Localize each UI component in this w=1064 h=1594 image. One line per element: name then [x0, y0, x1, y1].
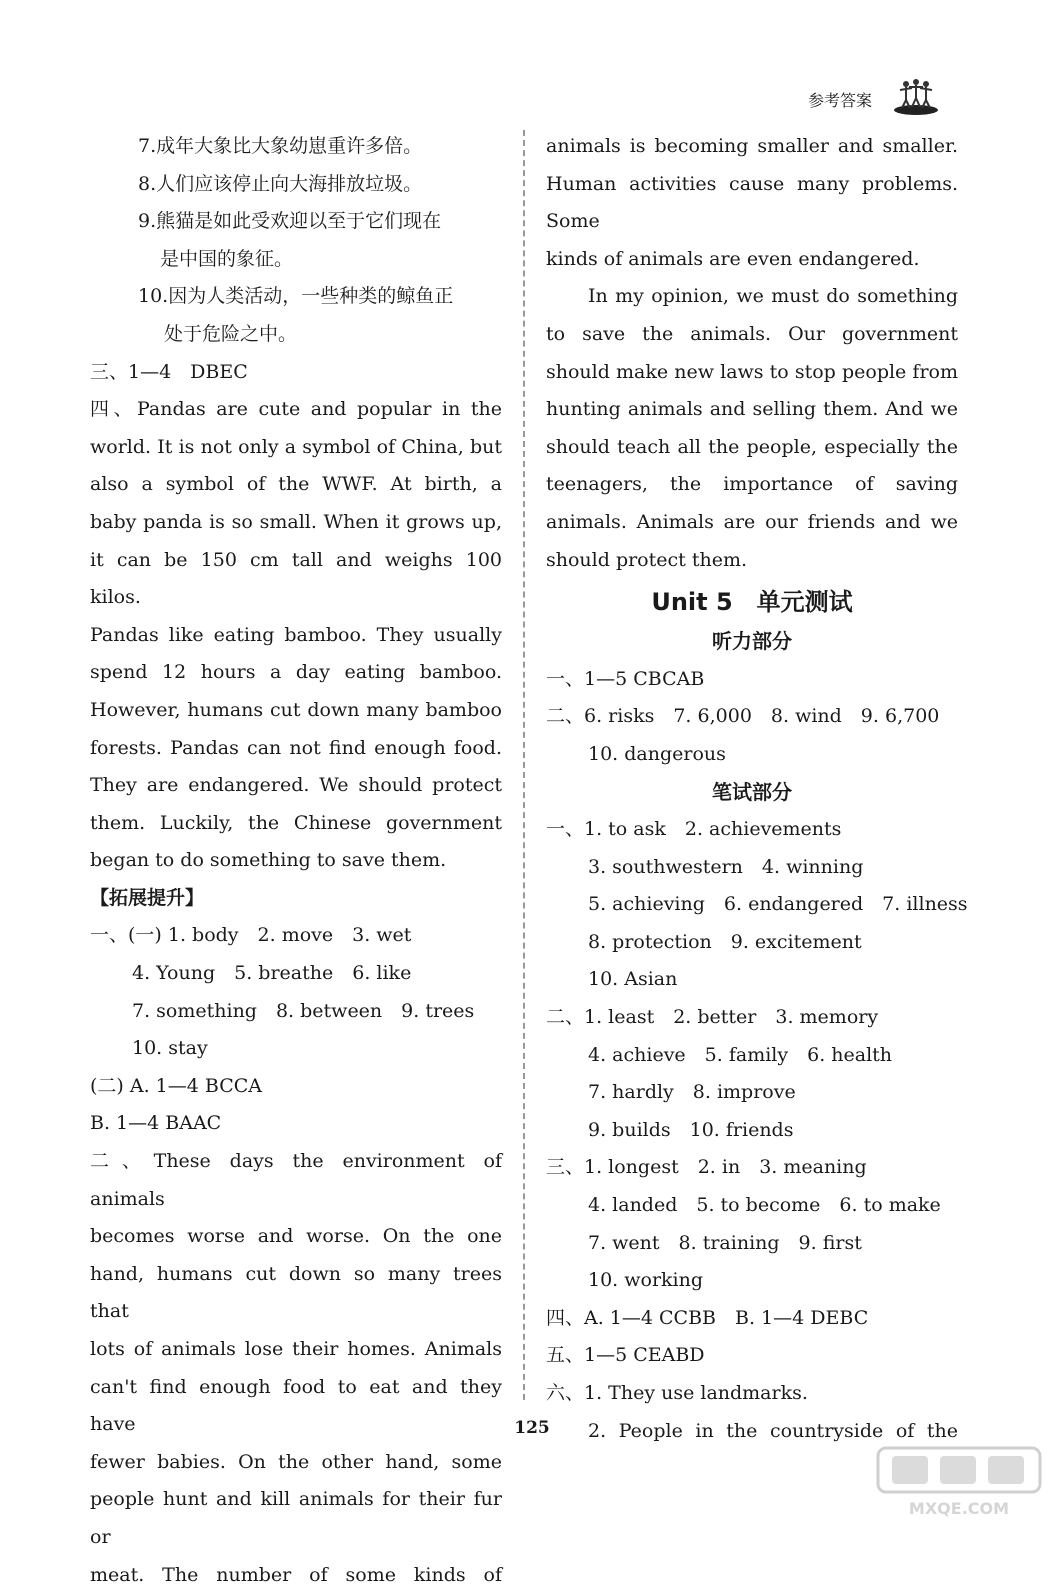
text-line: 4. Young 5. breathe 6. like [132, 962, 412, 985]
text-line: 五、1—5 CEABD [546, 1344, 705, 1367]
text-line: animals. Animals are our friends and we [546, 510, 958, 533]
text-line: to save the animals. Our government [546, 322, 958, 345]
text-line: They are endangered. We should protect [90, 774, 502, 797]
text-line: 4. landed 5. to become 6. to make [588, 1194, 941, 1217]
text-line: 7. went 8. training 9. first [588, 1231, 862, 1254]
text-line: also a symbol of the WWF. At birth, a [90, 473, 502, 496]
text-line: animals is becoming smaller and smaller. [546, 135, 958, 157]
text-line: 一、1. to ask 2. achievements [546, 818, 842, 841]
text-line: kinds of animals are even endangered. [546, 247, 920, 270]
text-line: (二) A. 1—4 BCCA [90, 1074, 262, 1097]
text-line: 听力部分 [712, 629, 792, 654]
text-line: 六、1. They use landmarks. [546, 1382, 808, 1404]
text-line: forests. Pandas can not find enough food. [90, 736, 502, 759]
text-line: hand, humans cut down so many trees that [90, 1262, 502, 1323]
text-line: 二、6. risks 7. 6,000 8. wind 9. 6,700 [546, 705, 940, 728]
text-line: 三、1. longest 2. in 3. meaning [546, 1156, 867, 1179]
text-line: 四、Pandas are cute and popular in the [90, 398, 502, 421]
text-line: 处于危险之中。 [164, 322, 298, 345]
header-label: 参考答案 [808, 91, 873, 110]
text-line: 7. hardly 8. improve [588, 1081, 796, 1104]
text-line: 二、These days the environment of animals [90, 1150, 502, 1210]
text-line: 7.成年大象比大象幼崽重许多倍。 [138, 135, 423, 157]
text-line: 2. People in the countryside of the [588, 1419, 958, 1442]
text-line: lots of animals lose their homes. Animals [90, 1338, 502, 1360]
text-line: Pandas like eating bamboo. They usually [90, 623, 502, 646]
text-line: spend 12 hours a day eating bamboo. [90, 661, 502, 684]
text-line: fewer babies. On the other hand, some [90, 1450, 502, 1473]
text-line: 7. something 8. between 9. trees [132, 999, 475, 1022]
text-line: 8. protection 9. excitement [588, 930, 862, 953]
watermark-text: MXQE.COM [908, 1499, 1010, 1518]
text-line: However, humans cut down many bamboo [90, 698, 502, 721]
text-line: 一、(一) 1. body 2. move 3. wet [90, 924, 412, 947]
text-line: 三、1—4 DBEC [90, 360, 248, 383]
text-line: it can be 150 cm tall and weighs 100 kilos. [90, 548, 502, 609]
text-line: meat. The number of some kinds of [90, 1563, 502, 1586]
text-line: 二、1. least 2. better 3. memory [546, 1006, 879, 1029]
text-line: 10. dangerous [588, 742, 726, 765]
text-line: becomes worse and worse. On the one [90, 1225, 502, 1248]
text-line: 四、A. 1—4 CCBB B. 1—4 DEBC [546, 1306, 869, 1329]
left-column [90, 128, 502, 1594]
text-line: 10. Asian [588, 968, 678, 991]
text-line: should teach all the people, especially the [546, 435, 958, 458]
text-line: can't find enough food to eat and they have [90, 1375, 502, 1436]
text-line: people hunt and kill animals for their fur or [90, 1488, 502, 1548]
column-divider [523, 130, 525, 1400]
text-line: began to do something to save them. [90, 849, 447, 872]
page-number: 125 [514, 1418, 550, 1438]
text-line: 3. southwestern 4. winning [588, 855, 864, 878]
text-line: world. It is not only a symbol of China, but [90, 435, 502, 458]
text-line: 4. achieve 5. family 6. health [588, 1043, 893, 1066]
text-line: 9.熊猫是如此受欢迎以至于它们现在 [138, 210, 442, 233]
text-line: hunting animals and selling them. And we [546, 398, 958, 421]
text-line: them. Luckily, the Chinese government [90, 811, 502, 834]
text-line: 10. stay [132, 1037, 208, 1060]
text-line: 10.因为人类活动，一些种类的鲸鱼正 [138, 285, 454, 308]
text-line: In my opinion, we must do something [588, 285, 958, 308]
text-line: 8.人们应该停止向大海排放垃圾。 [138, 172, 423, 195]
right-column [546, 128, 968, 1450]
text-line: teenagers, the importance of saving [546, 473, 958, 496]
text-line: 10. working [588, 1269, 704, 1292]
dancers-logo-icon [892, 76, 940, 116]
text-line: 5. achieving 6. endangered 7. illness [588, 893, 968, 916]
text-line: 一、1—5 CBCAB [546, 667, 705, 690]
text-line: Unit 5 单元测试 [651, 588, 853, 617]
text-line: 笔试部分 [712, 779, 792, 804]
text-line: Human activities cause many problems. Some [546, 172, 958, 233]
text-line: baby panda is so small. When it grows up, [90, 510, 502, 533]
text-line: 是中国的象征。 [160, 247, 294, 270]
text-line: B. 1—4 BAAC [90, 1112, 222, 1135]
page-header [808, 80, 948, 120]
answer-site-watermark-icon [874, 1442, 1044, 1522]
text-line: should make new laws to stop people from [546, 360, 958, 383]
text-line: 【拓展提升】 [90, 886, 205, 909]
text-line: 9. builds 10. friends [588, 1118, 794, 1141]
text-line: should protect them. [546, 548, 747, 571]
